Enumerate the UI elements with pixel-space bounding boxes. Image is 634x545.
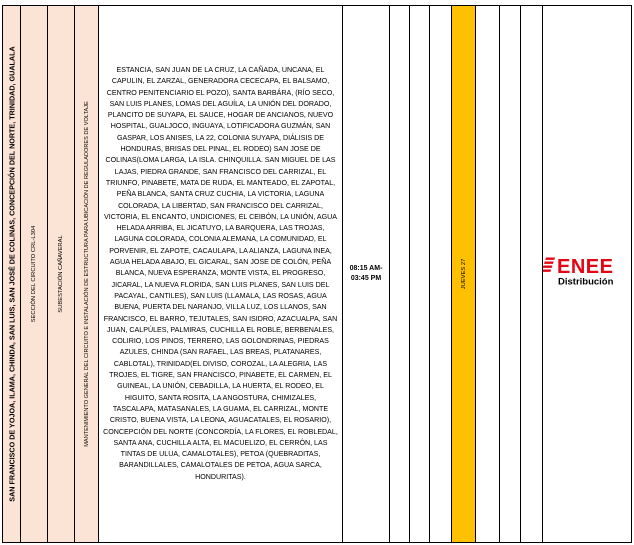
municipalities-cell (3, 6, 21, 542)
empty-cell-6 (521, 6, 543, 542)
enee-logo (543, 255, 633, 294)
substation-cell (48, 6, 75, 542)
circuit-text: SECCIÓN DEL CIRCUITO CRL-L304 (31, 225, 37, 323)
day-cell (452, 6, 476, 542)
empty-cell-4 (476, 6, 500, 542)
time-text: 08:15 AM-03:45 PM (349, 265, 383, 282)
substation-text: SUBESTACIÓN CAÑAVERAL (58, 235, 64, 313)
empty-cell-2 (410, 6, 430, 542)
logo-brand: ENEE (557, 256, 614, 278)
affected-places-text: ESTANCIA, SAN JUAN DE LA CRUZ, LA CAÑADA, UNCANA, EL CAPULIN, EL ZARZAL, GENERADORA CECECAPA, EL BALSAMO, CENTRO PENITENCIARIO EL POZO), SANTA BARBÁRA, (RÍO SECO, SAN LUIS PLANES, LOMAS DEL AGUÍLA, LA UNIÓN DEL DORADO, PLANCITO DE SUYAPA, EL SAUCE, HOGAR DE ANCIANOS, NUEVO HOSPITAL, GUALJOCO, INGUAYA, LOTIFICADORA GUZMÁN, SAN GASPAR, LOS ANISES, LA 22, COLONIA SUYAPA, DIÁLISIS DE HONDURAS, BRISAS DEL PINAL, EL RODEO) SAN JOSE DE COLINAS(LOMA LARGA, LA ISLA. CHINQUILLA. SAN MIGUEL DE LAS LAJAS, PIEDRA GRANDE, SAN FRANCISCO DEL CARRIZAL, EL TRIUNFO, PINABETE, MATA DE RUDA, EL MANTEADO, EL ZAPOTAL, PEÑA BLANCA, SANTA CRUZ CUCHIA, LA VICTORIA, LAGUNA COLORADA, LA LIBERTAD, SAN FRANCISCO DEL CARRIZAL, VICTORIA, EL ENCANTO, UNDICIONES, EL CEIBÓN, LA UNIÓN, AGUA HELADA ARRIBA, EL JICATUYO, LA BARQUERA, LAS TROJAS, LAGUNA COLORADA, COLONIA ALEMANA, LA COMUNIDAD, EL PORVENIR, EL ZAPOTE, CACAULAPA, LA ALIANZA, LAGUNA INEA, AGUA HELADA ABAJO, EL GICARAL, SAN JOSE DE COLÓN, PEÑA BLANCA, NUEVA ESPERANZA, MONTE VISTA, EL PROGRESO, JICARAL, LA NUEVA FLORIDA, SAN LUIS PLANES, SAN LUIS DEL PACAYAL, CANTILES), SAN LUIS (LLAMALA, LAS ROSAS, AGUA BUENA, PUERTA DEL NARANJO, VILLA LUZ, LOS LLANOS, SAN FRANCISCO, EL BARRO, TEJUTALES, SAN ISIDRO, AZACUALPA, SAN JUAN, CALPÚLES, PALMIRAS, CUCHILLA EL ROBLE, BERBENALES, COLIRIO, LOS PINOS, TERRERO, LAS GOLONDRINAS, PIEDRAS AZULES, CHINDA (SAN RAFAEL, LAS BREAS, PLATANARES, CABLOTAL), TRINIDAD(EL DIVISO, COROZAL, LA ALEGRIA, LAS TROJES, EL TIGRE, SAN FRANCISCO, PINABETE, EL CARMEN, EL GUINEAL, LA UNIÓN, CEBADILLA, LA HUERTA, EL RODEO, EL HIGUITO, SANTA ROSITA, LA ANGOSTURA, CHIMIZALES, TASCALAPA, MATASANALES, LA GUAMA, EL CARRIZAL, MONTE CRISTO, BUENA VISTA, LA LEONA, AGUACATALES, EL ROSARIO), CONCEPCIÓN DEL NORTE (CONCORDÍA, LA FLORES, EL ROBLEDAL, SANTA ANA, CUCHILLA ALTA, EL MACUELIZO, EL CERRÓN, LAS TINTAS DE ULUA, CAMALOTALES), PETOA (QUEBRADITAS, BARANDILLALES, CAMALOTALES DE PETOA, AGUA SARCA, HONDURITAS). (103, 66, 338, 481)
day-text: JUEVES 27 (460, 258, 467, 290)
work-description-cell (75, 6, 99, 542)
table-row (2, 5, 632, 543)
time-cell (343, 6, 390, 542)
work-description-text: MANTENIMIENTO GENERAL DEL CIRCUITO E INSTALACIÓN DE ESTRUCTURA PARA UBICACIÓN DE REGULADORES DE VOLTAJE (83, 101, 90, 447)
logo-cell (543, 6, 633, 542)
municipalities-text: SAN FRANCISCO DE YOJOA, ILAMA, CHINDA, SAN LUIS, SAN JOSÉ DE COLINAS, CONCEPCIÓN DEL NORTE, TRINIDAD, GUALALA (7, 46, 16, 502)
circuit-cell (21, 6, 48, 542)
empty-cell-3 (430, 6, 452, 542)
empty-cell-5 (500, 6, 521, 542)
enee-logo-graphic (543, 255, 633, 289)
outage-table (2, 5, 632, 543)
empty-cell-1 (390, 6, 410, 542)
logo-subtitle: Distribución (558, 276, 614, 288)
affected-places-cell (99, 6, 343, 542)
